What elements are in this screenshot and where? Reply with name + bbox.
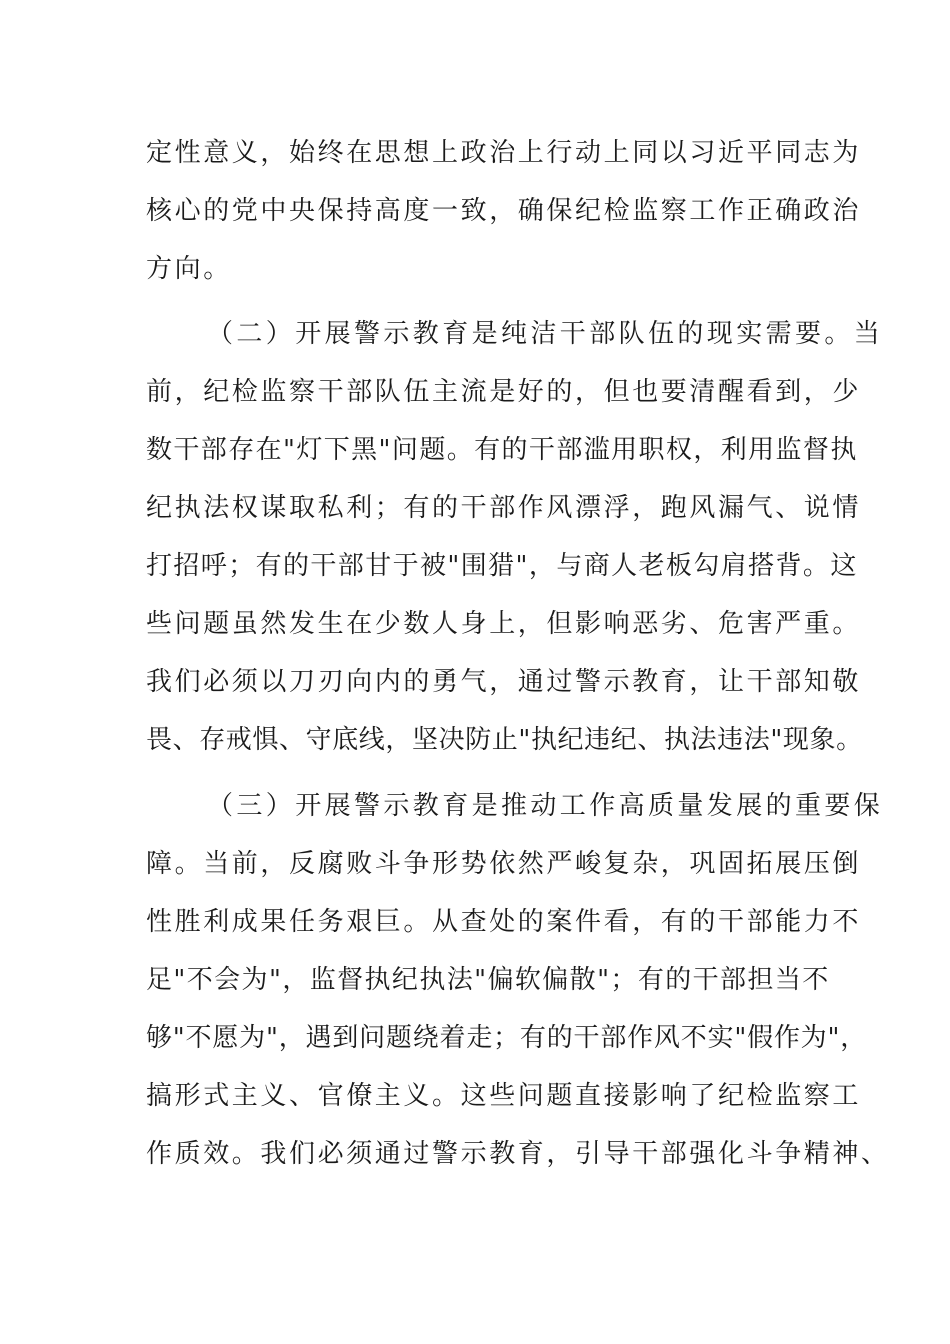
paragraph-line: 数干部存在"灯下黑"问题。有的干部滥用职权，利用监督执 — [146, 435, 858, 465]
paragraph-line: 够"不愿为"，遇到问题绕着走；有的干部作风不实"假作为"， — [146, 1023, 868, 1053]
paragraph-line: 性胜利成果任务艰巨。从查处的案件看，有的干部能力不 — [146, 907, 862, 937]
paragraph-line: 打招呼；有的干部甘于被"围猎"，与商人老板勾肩搭背。这 — [146, 551, 858, 581]
paragraph-line: 些问题虽然发生在少数人身上，但影响恶劣、危害严重。 — [146, 609, 862, 639]
paragraph-line: 足"不会为"，监督执纪执法"偏软偏散"；有的干部担当不 — [146, 965, 830, 995]
paragraph-line: 核心的党中央保持高度一致，确保纪检监察工作正确政治 — [146, 196, 862, 226]
paragraph-line: 方向。 — [146, 254, 232, 284]
paragraph-heading-line: （三）开展警示教育是推动工作高质量发展的重要保 — [207, 791, 884, 821]
paragraph-heading-line: （二）开展警示教育是纯洁干部队伍的现实需要。当 — [207, 319, 884, 349]
paragraph-line: 前，纪检监察干部队伍主流是好的，但也要清醒看到，少 — [146, 377, 862, 407]
paragraph-line: 畏、存戒惧、守底线，坚决防止"执纪违纪、执法违法"现象。 — [146, 725, 863, 755]
paragraph-line: 搞形式主义、官僚主义。这些问题直接影响了纪检监察工 — [146, 1081, 862, 1111]
paragraph-line: 定性意义，始终在思想上政治上行动上同以习近平同志为 — [146, 138, 862, 168]
paragraph-line: 纪执法权谋取私利；有的干部作风漂浮，跑风漏气、说情 — [146, 493, 862, 523]
paragraph-line: 我们必须以刀刃向内的勇气，通过警示教育，让干部知敬 — [146, 667, 862, 697]
paragraph-line: 作质效。我们必须通过警示教育，引导干部强化斗争精神、 — [146, 1139, 890, 1169]
paragraph-line: 障。当前，反腐败斗争形势依然严峻复杂，巩固拓展压倒 — [146, 849, 862, 879]
